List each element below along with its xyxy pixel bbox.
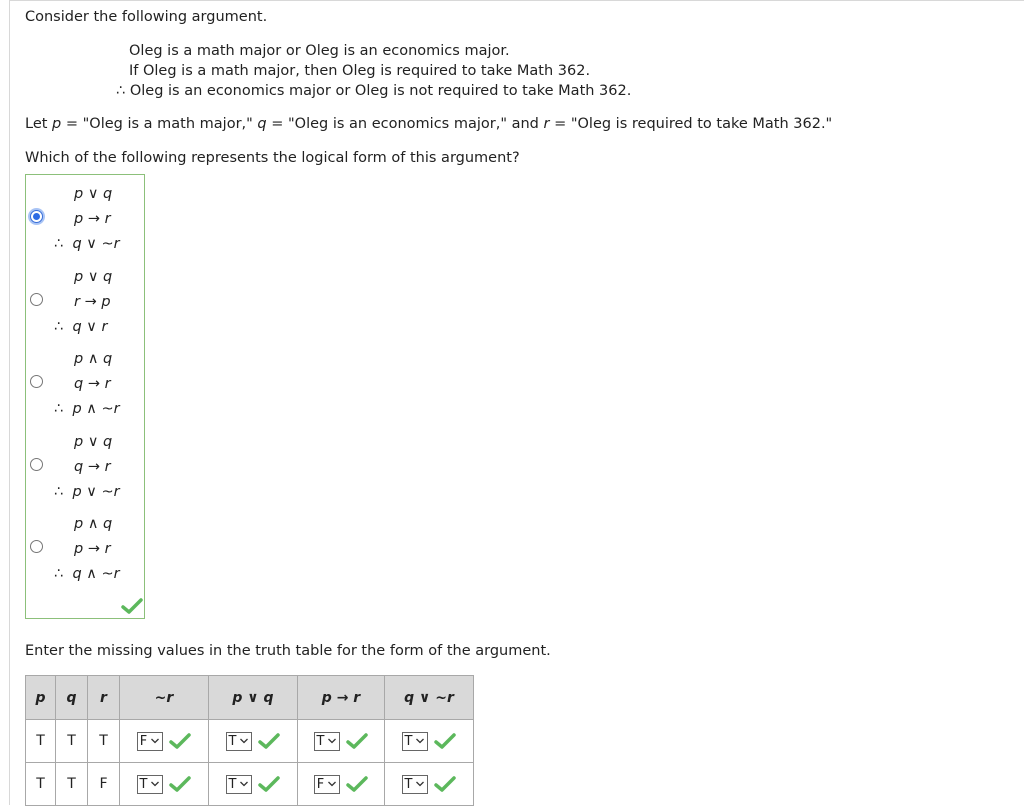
conclusion-text: Oleg is an economics major or Oleg is not required to take Math 362. (129, 83, 632, 99)
checkmark-icon (169, 732, 191, 750)
chevron-down-icon (327, 736, 337, 746)
cell-q-or-not-r (385, 720, 474, 763)
cell-not-r (120, 763, 209, 806)
header-p-implies-r: p → r (298, 676, 385, 720)
header-q: q (56, 676, 88, 720)
choice-4-line1: p ∨ q (74, 434, 113, 450)
cell-not-r (120, 720, 209, 763)
frame-top-border (9, 0, 1024, 1)
therefore-symbol: ∴ (54, 236, 64, 252)
dropdown-value: F (316, 776, 325, 792)
checkmark-icon (346, 732, 368, 750)
dropdown-q-or-not-r[interactable] (402, 732, 429, 751)
truth-table (25, 675, 474, 806)
let-text: Let (25, 116, 53, 132)
radio-choice-2[interactable] (30, 293, 43, 306)
choice-4-conclusion: p ∨ ~r (72, 484, 120, 500)
choice-5-line1: p ∧ q (74, 516, 113, 532)
cell-q-or-not-r (385, 763, 474, 806)
r-definition: = "Oleg is required to take Math 362." (549, 116, 833, 132)
dropdown-value: T (316, 733, 325, 749)
choice-1-line2: p → r (74, 211, 111, 227)
dropdown-not-r[interactable] (137, 732, 163, 751)
dropdown-p-implies-r[interactable] (314, 732, 341, 751)
cell-r: T (88, 720, 120, 763)
choice-1-line3 (54, 235, 120, 253)
chevron-down-icon (239, 736, 249, 746)
frame-left-border (9, 0, 10, 805)
choice-1-line1: p ∨ q (74, 186, 113, 202)
chevron-down-icon (239, 779, 249, 789)
dropdown-value: T (404, 733, 413, 749)
table-row (26, 720, 474, 763)
conclusion-line (116, 81, 631, 101)
var-p: p (52, 116, 62, 132)
table-header-row (26, 676, 474, 720)
choice-5-line2: p → r (74, 541, 111, 557)
choice-3-line1: p ∧ q (74, 351, 113, 367)
choice-5-conclusion: q ∧ ~r (72, 566, 120, 582)
premise-1: Oleg is a math major or Oleg is an economics major. (129, 43, 510, 59)
header-not-r: ~r (120, 676, 209, 720)
q-definition: = "Oleg is an economics major," and (266, 116, 544, 132)
intro-text: Consider the following argument. (25, 9, 268, 25)
choice-1-conclusion: q ∨ ~r (72, 236, 120, 252)
radio-choice-1[interactable] (30, 210, 43, 223)
dropdown-value: F (139, 733, 148, 749)
therefore-symbol: ∴ (54, 566, 64, 582)
checkmark-icon (258, 775, 280, 793)
header-r: r (88, 676, 120, 720)
header-p: p (26, 676, 56, 720)
dropdown-value: T (139, 776, 148, 792)
choice-3-line3 (54, 400, 120, 418)
radio-choice-5[interactable] (30, 540, 43, 553)
choice-3-line2: q → r (74, 376, 111, 392)
checkmark-icon (434, 732, 456, 750)
cell-p-or-q (209, 763, 298, 806)
question-text: Which of the following represents the logical form of this argument? (25, 150, 520, 166)
dropdown-not-r[interactable] (137, 775, 164, 794)
choice-3-conclusion: p ∧ ~r (72, 401, 120, 417)
p-definition: = "Oleg is a math major," (61, 116, 258, 132)
header-p-or-q: p ∨ q (209, 676, 298, 720)
dropdown-value: T (228, 776, 237, 792)
checkmark-icon (434, 775, 456, 793)
therefore-symbol: ∴ (54, 319, 64, 335)
dropdown-q-or-not-r[interactable] (402, 775, 429, 794)
cell-p-implies-r (298, 720, 385, 763)
truth-table-prompt: Enter the missing values in the truth table for the form of the argument. (25, 643, 551, 659)
cell-p-or-q (209, 720, 298, 763)
dropdown-p-or-q[interactable] (226, 775, 253, 794)
choice-5-line3 (54, 565, 120, 583)
cell-r: F (88, 763, 120, 806)
chevron-down-icon (150, 779, 160, 789)
dropdown-value: T (404, 776, 413, 792)
checkmark-icon (121, 597, 143, 615)
cell-q: T (56, 720, 88, 763)
premise-2: If Oleg is a math major, then Oleg is required to take Math 362. (129, 63, 591, 79)
checkmark-icon (258, 732, 280, 750)
cell-q: T (56, 763, 88, 806)
dropdown-p-or-q[interactable] (226, 732, 253, 751)
checkmark-icon (346, 775, 368, 793)
table-row (26, 763, 474, 806)
chevron-down-icon (327, 779, 337, 789)
variable-definitions (25, 115, 832, 133)
checkmark-icon (169, 775, 191, 793)
choice-2-line3 (54, 318, 107, 336)
header-q-or-not-r: q ∨ ~r (385, 676, 474, 720)
choice-4-line2: q → r (74, 459, 111, 475)
therefore-symbol: ∴ (116, 83, 126, 99)
choice-2-line1: p ∨ q (74, 269, 113, 285)
chevron-down-icon (415, 736, 425, 746)
choice-2-conclusion: q ∨ r (72, 319, 108, 335)
cell-p-implies-r (298, 763, 385, 806)
therefore-symbol: ∴ (54, 484, 64, 500)
cell-p: T (26, 720, 56, 763)
chevron-down-icon (415, 779, 425, 789)
therefore-symbol: ∴ (54, 401, 64, 417)
var-r: r (543, 116, 550, 132)
choice-2-line2: r → p (74, 294, 111, 310)
var-q: q (257, 116, 267, 132)
dropdown-value: T (228, 733, 237, 749)
choice-4-line3 (54, 483, 120, 501)
cell-p: T (26, 763, 56, 806)
chevron-down-icon (150, 736, 160, 746)
radio-choice-4[interactable] (30, 458, 43, 471)
dropdown-p-implies-r[interactable] (314, 775, 340, 794)
radio-choice-3[interactable] (30, 375, 43, 388)
